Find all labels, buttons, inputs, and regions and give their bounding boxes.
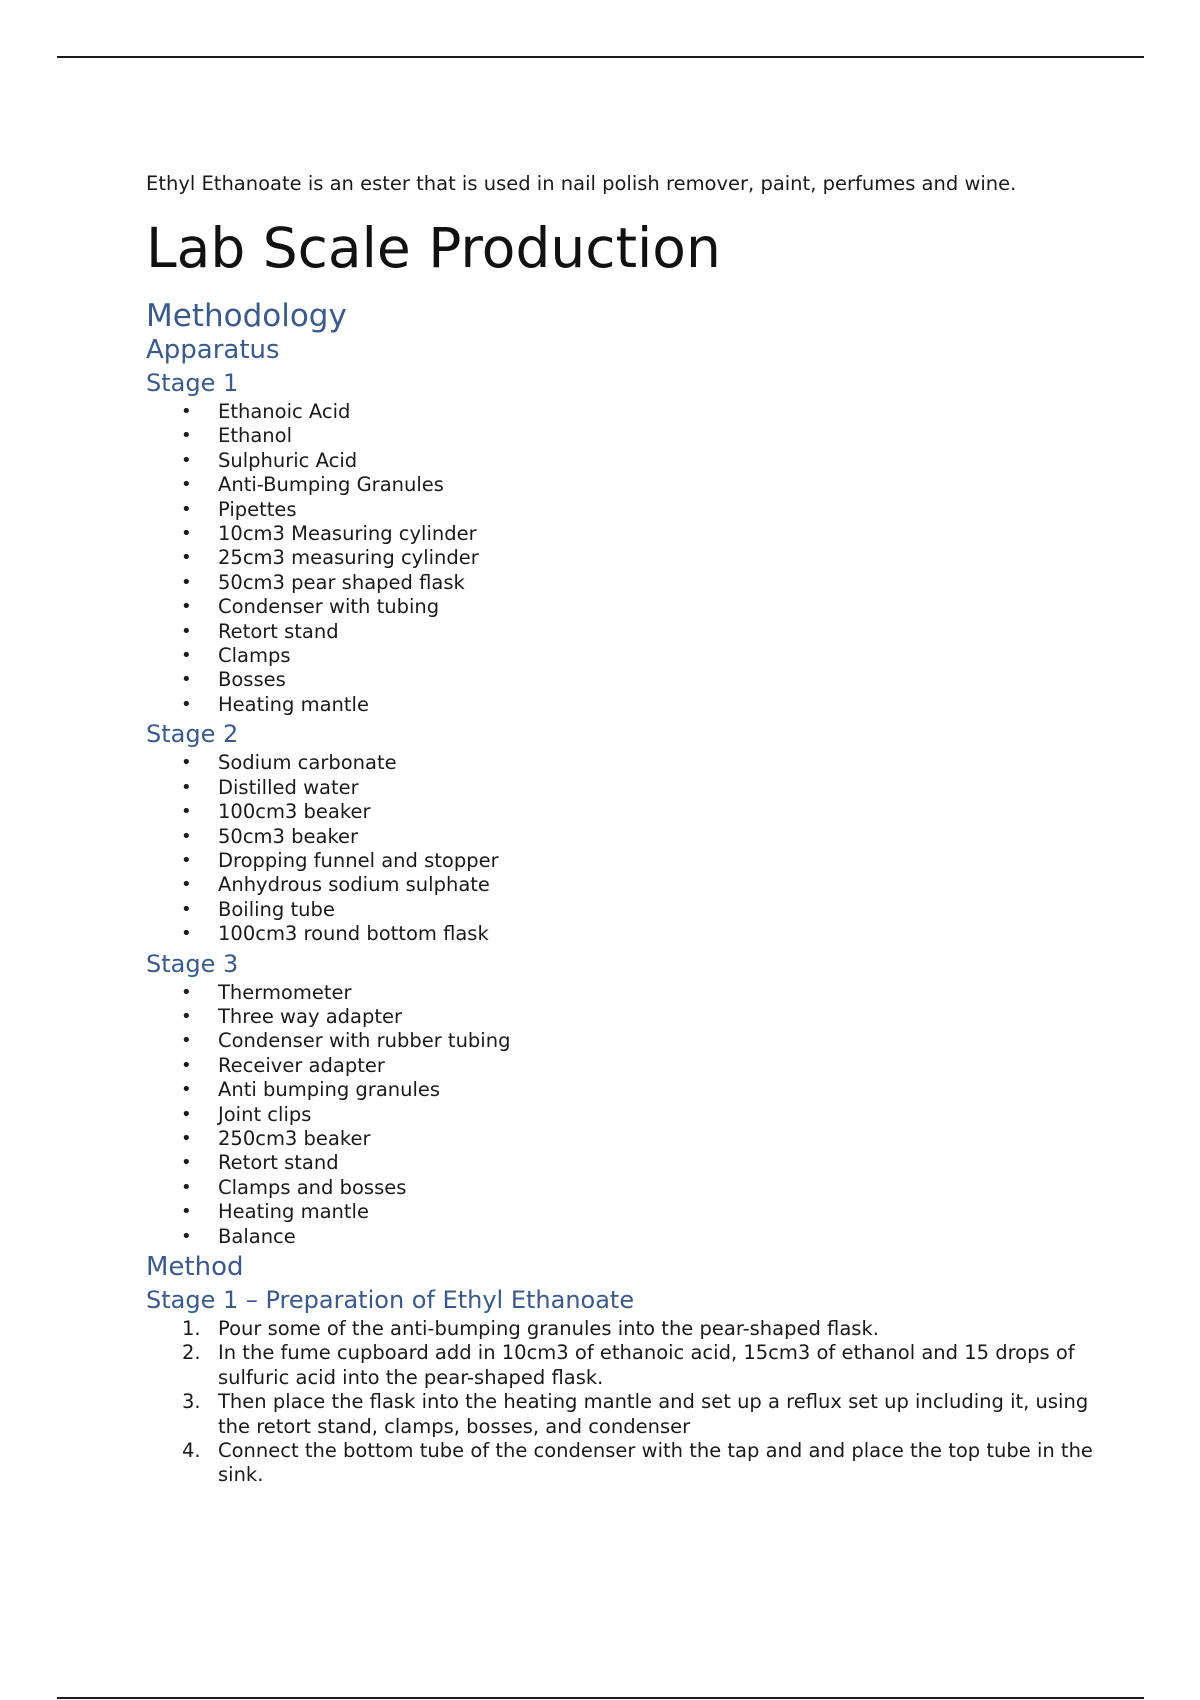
document-body — [146, 170, 1093, 1488]
list-item-text: Anhydrous sodium sulphate — [218, 873, 490, 897]
list-item-text: 50cm3 pear shaped flask — [218, 570, 465, 594]
list-item-text: Thermometer — [218, 980, 352, 1004]
bullet-icon: • — [181, 669, 192, 691]
list-item — [146, 400, 1086, 424]
bullet-icon: • — [181, 1201, 192, 1223]
bullet-icon: • — [181, 474, 192, 496]
bullet-icon: • — [181, 1176, 192, 1198]
bullet-icon: • — [181, 571, 192, 593]
method-stage1-heading: Stage 1 – Preparation of Ethyl Ethanoate — [146, 1286, 635, 1314]
list-item-text: 250cm3 beaker — [218, 1126, 371, 1150]
list-item — [146, 546, 1086, 570]
bullet-icon: • — [181, 1005, 192, 1027]
step-text: In the fume cupboard add in 10cm3 of ethanoic acid, 15cm3 of ethanol and 15 drops of sulfuric acid into the pear-shaped flask. — [218, 1341, 1075, 1389]
apparatus-list — [146, 400, 1086, 717]
list-item — [146, 522, 1086, 546]
document-title: Lab Scale Production — [146, 216, 721, 280]
bullet-icon: • — [181, 923, 192, 945]
stage-heading: Stage 1 — [146, 369, 239, 397]
bullet-icon: • — [181, 1079, 192, 1101]
list-item — [146, 1176, 1086, 1200]
list-item-text: 25cm3 measuring cylinder — [218, 546, 479, 570]
bullet-icon: • — [181, 401, 192, 422]
list-item — [146, 473, 1086, 497]
list-item — [146, 668, 1086, 692]
method-step — [146, 1390, 1098, 1439]
footer-rule — [57, 1697, 1144, 1699]
list-item — [146, 424, 1086, 448]
list-item-text: Three way adapter — [218, 1004, 403, 1028]
list-item — [146, 898, 1086, 922]
stage-heading: Stage 3 — [146, 949, 239, 978]
list-item-text: Condenser with tubing — [218, 595, 440, 619]
step-number: 4. — [182, 1439, 201, 1463]
list-item-text: Sulphuric Acid — [218, 448, 358, 472]
list-item — [146, 1225, 1086, 1249]
apparatus-heading: Apparatus — [146, 335, 280, 365]
step-text: Then place the flask into the heating mantle and set up a reflux set up including it, using the retort stand, clamps, bosses, and condenser — [218, 1390, 1089, 1438]
intro-paragraph: Ethyl Ethanoate is an ester that is used in nail polish remover, paint, perfumes and wine. — [146, 172, 1017, 195]
method-step — [146, 1341, 1098, 1390]
bullet-icon: • — [181, 1127, 192, 1149]
list-item — [146, 1103, 1086, 1127]
bullet-icon: • — [181, 1054, 192, 1076]
bullet-icon: • — [181, 825, 192, 847]
list-item-text: Dropping funnel and stopper — [218, 848, 499, 872]
bullet-icon: • — [181, 1103, 192, 1125]
bullet-icon: • — [181, 645, 192, 667]
list-item — [146, 1127, 1086, 1151]
list-item-text: 100cm3 beaker — [218, 800, 371, 824]
list-item-text: Sodium carbonate — [218, 751, 397, 775]
list-item-text: Condenser with rubber tubing — [218, 1029, 511, 1053]
list-item-text: Retort stand — [218, 619, 339, 643]
bullet-icon: • — [181, 981, 192, 1003]
list-item — [146, 644, 1086, 668]
list-item-text: Balance — [218, 1224, 296, 1248]
bullet-icon: • — [181, 1225, 192, 1247]
list-item-text: Pipettes — [218, 497, 297, 521]
bullet-icon: • — [181, 498, 192, 520]
list-item-text: Ethanol — [218, 424, 292, 448]
list-item — [146, 449, 1086, 473]
list-item-text: Bosses — [218, 668, 286, 692]
bullet-icon: • — [181, 1030, 192, 1052]
list-item — [146, 849, 1086, 873]
step-number: 1. — [182, 1317, 201, 1340]
list-item — [146, 825, 1086, 849]
list-item — [146, 595, 1086, 619]
list-item — [146, 571, 1086, 595]
bullet-icon: • — [181, 849, 192, 871]
list-item-text: Receiver adapter — [218, 1053, 385, 1077]
bullet-icon: • — [181, 620, 192, 642]
list-item-text: Heating mantle — [218, 692, 369, 716]
list-item-text: 10cm3 Measuring cylinder — [218, 522, 477, 546]
apparatus-list — [146, 751, 1086, 946]
list-item — [146, 873, 1086, 897]
list-item-text: Clamps — [218, 644, 291, 668]
bullet-icon: • — [181, 547, 192, 569]
step-number: 3. — [182, 1390, 201, 1414]
apparatus-stages — [146, 366, 1086, 1249]
method-steps-list — [146, 1317, 1093, 1488]
method-step — [146, 1439, 1098, 1488]
method-heading: Method — [146, 1252, 244, 1282]
list-item — [146, 751, 1086, 775]
list-item — [146, 498, 1086, 522]
list-item-text: Boiling tube — [218, 897, 335, 921]
list-item — [146, 800, 1086, 824]
list-item-text: Joint clips — [218, 1102, 312, 1126]
list-item — [146, 1054, 1086, 1078]
header-rule — [57, 56, 1144, 58]
step-text: Connect the bottom tube of the condenser with the tap and and place the top tube in the sink. — [218, 1439, 1093, 1487]
list-item-text: 100cm3 round bottom flask — [218, 922, 489, 946]
step-number: 2. — [182, 1341, 201, 1365]
bullet-icon: • — [181, 596, 192, 618]
step-text: Pour some of the anti-bumping granules into the pear-shaped flask. — [218, 1317, 879, 1340]
list-item — [146, 1078, 1086, 1102]
list-item — [146, 1029, 1086, 1053]
bullet-icon: • — [181, 752, 192, 774]
bullet-icon: • — [181, 1152, 192, 1174]
list-item-text: Heating mantle — [218, 1200, 369, 1224]
list-item — [146, 620, 1086, 644]
list-item — [146, 1151, 1086, 1175]
bullet-icon: • — [181, 898, 192, 920]
methodology-heading: Methodology — [146, 298, 347, 334]
apparatus-list — [146, 981, 1086, 1249]
bullet-icon: • — [181, 874, 192, 896]
list-item-text: Distilled water — [218, 775, 359, 799]
bullet-icon: • — [181, 449, 192, 471]
list-item — [146, 693, 1086, 717]
list-item-text: Clamps and bosses — [218, 1175, 407, 1199]
list-item-text: Anti-Bumping Granules — [218, 473, 444, 497]
list-item-text: Anti bumping granules — [218, 1078, 441, 1102]
bullet-icon: • — [181, 776, 192, 798]
bullet-icon: • — [181, 801, 192, 823]
list-item — [146, 776, 1086, 800]
method-step — [146, 1317, 1098, 1341]
bullet-icon: • — [181, 523, 192, 545]
list-item — [146, 981, 1086, 1005]
bullet-icon: • — [181, 425, 192, 447]
list-item-text: Ethanoic Acid — [218, 400, 351, 423]
stage-heading: Stage 2 — [146, 720, 239, 749]
bullet-icon: • — [181, 693, 192, 715]
list-item-text: 50cm3 beaker — [218, 824, 359, 848]
list-item — [146, 1200, 1086, 1224]
list-item — [146, 1005, 1086, 1029]
list-item-text: Retort stand — [218, 1151, 339, 1175]
list-item — [146, 922, 1086, 946]
